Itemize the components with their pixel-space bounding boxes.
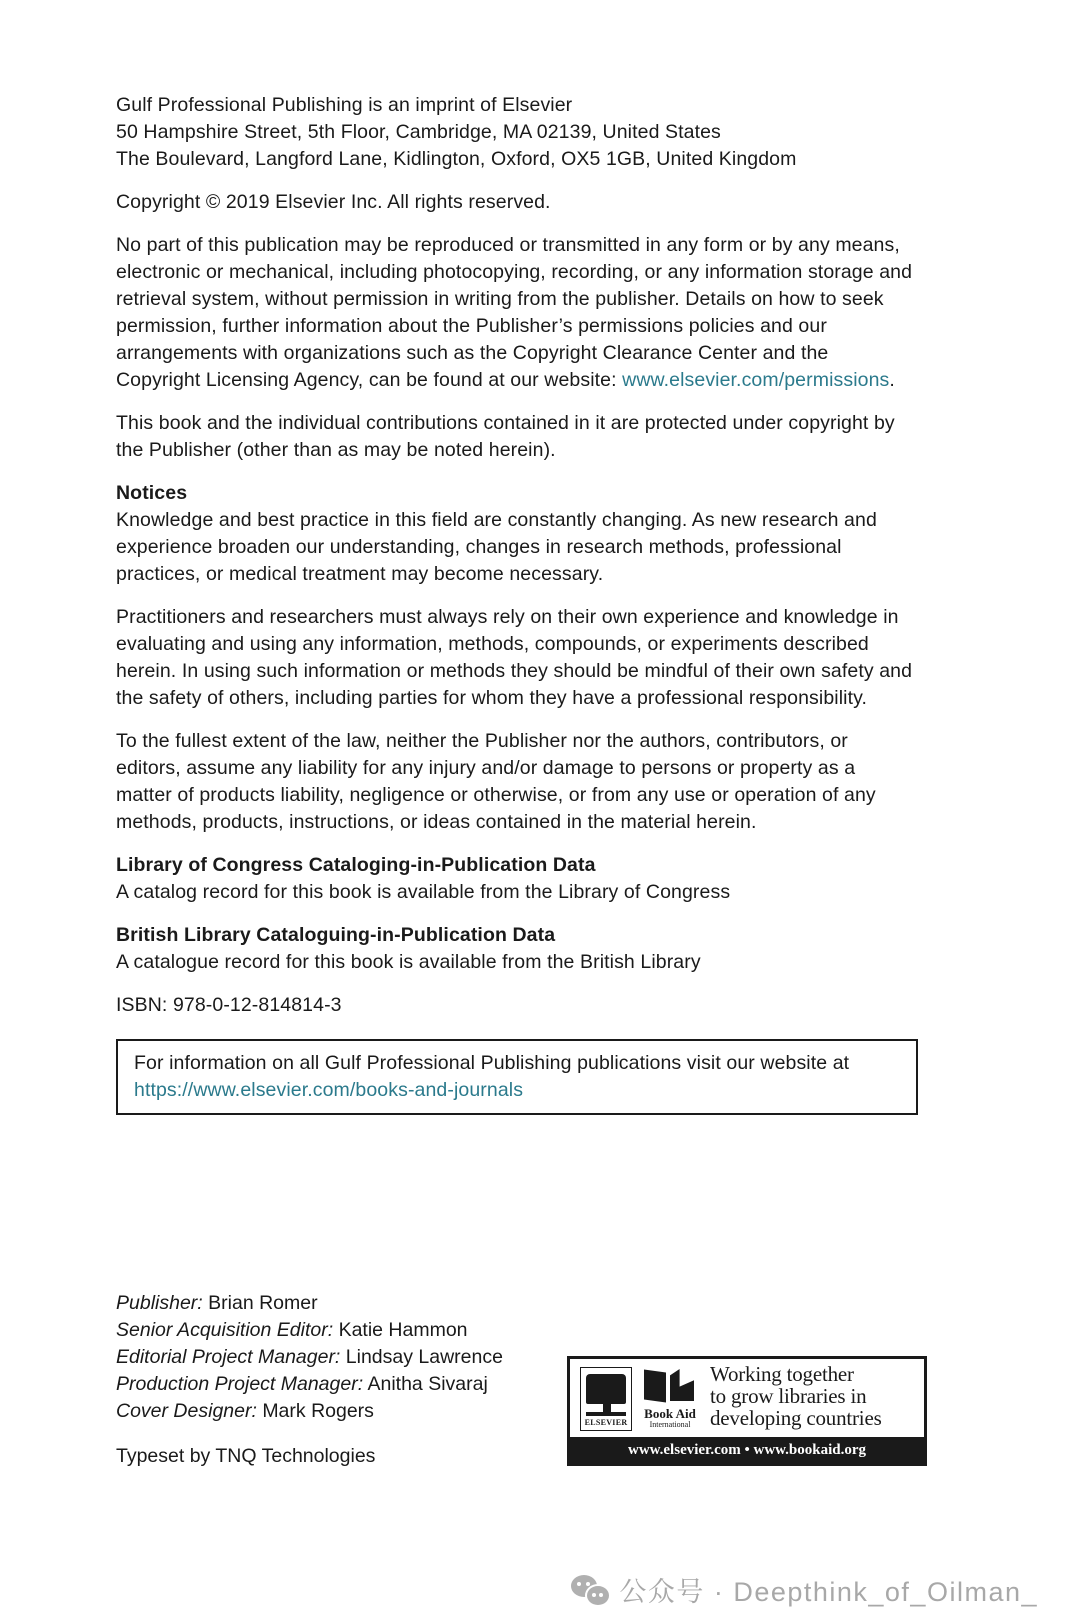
bl-text: A catalogue record for this book is available from the British Library bbox=[116, 951, 701, 973]
imprint-line: Gulf Professional Publishing is an imprint of Elsevier bbox=[116, 94, 573, 116]
watermark-label: 公众号 · Deepthink_of_Oilman_ bbox=[619, 1577, 1038, 1607]
loc-cataloging bbox=[116, 852, 916, 906]
credit-row: Production Project Manager: Anitha Sivaraj bbox=[116, 1373, 488, 1395]
loc-text: A catalog record for this book is available from the Library of Congress bbox=[116, 881, 731, 903]
elsevier-tree-logo-icon: ELSEVIER bbox=[580, 1367, 632, 1431]
isbn: ISBN: 978-0-12-814814-3 bbox=[116, 994, 342, 1016]
notices-heading: Notices bbox=[116, 482, 188, 504]
typeset-credit: Typeset by TNQ Technologies bbox=[116, 1445, 376, 1467]
credit-row: Senior Acquisition Editor: Katie Hammon bbox=[116, 1319, 468, 1341]
website-info-box bbox=[116, 1039, 918, 1115]
wechat-icon bbox=[571, 1575, 609, 1605]
production-credits bbox=[116, 1290, 503, 1425]
address-us: 50 Hampshire Street, 5th Floor, Cambridge, MA 02139, United States bbox=[116, 121, 721, 143]
credit-row: Cover Designer: Mark Rogers bbox=[116, 1400, 374, 1422]
credit-row: Publisher: Brian Romer bbox=[116, 1292, 318, 1314]
permissions-link[interactable]: www.elsevier.com/permissions bbox=[622, 369, 890, 391]
book-aid-logo-icon: Book Aid International bbox=[640, 1367, 700, 1431]
address-uk: The Boulevard, Langford Lane, Kidlington, Oxford, OX5 1GB, United Kingdom bbox=[116, 148, 797, 170]
bl-heading: British Library Cataloguing-in-Publication Data bbox=[116, 924, 556, 946]
badge-footer-urls: www.elsevier.com • www.bookaid.org bbox=[570, 1437, 924, 1463]
notices-paragraph: Knowledge and best practice in this field are constantly changing. As new research and experience broaden our understanding, changes in research methods, professional practices, or medical treatment may become necessary. bbox=[116, 509, 877, 585]
wechat-watermark bbox=[571, 1570, 1038, 1609]
copyright-page bbox=[116, 92, 916, 1115]
permissions-text: No part of this publication may be reproduced or transmitted in any form or by any means, electronic or mechanical, including photocopying, recording, or any information storage and retrieval system, without permission in writing from the publisher. Details on how to seek permission, further information about the Publisher’s permissions policies and our arrangements with organizations such as the Copyright Clearance Center and the Copyright Licensing Agency, can be found at our website: bbox=[116, 234, 913, 391]
loc-heading: Library of Congress Cataloging-in-Publication Data bbox=[116, 854, 596, 876]
protection-paragraph: This book and the individual contributions contained in it are protected under copyright by the Publisher (other than as may be noted herein). bbox=[116, 412, 895, 461]
notices-section bbox=[116, 480, 916, 588]
notices-paragraph: To the fullest extent of the law, neither the Publisher nor the authors, contributors, or editors, assume any liability for any injury and/or damage to persons or property as a matter of products liability, negligence or otherwise, or from any use or operation of any methods, products, instructions, or ideas contained in the material herein. bbox=[116, 730, 876, 833]
credit-row: Editorial Project Manager: Lindsay Lawrence bbox=[116, 1346, 503, 1368]
badge-slogan: Working together to grow libraries in developing countries bbox=[710, 1362, 882, 1430]
notices-paragraph: Practitioners and researchers must always rely on their own experience and knowledge in evaluating and using any information, methods, compounds, or experiments described herein. In using such information or methods they should be mindful of their own safety and the safety of others, including parties for whom they have a professional responsibility. bbox=[116, 606, 913, 709]
info-box-text: For information on all Gulf Professional Publishing publications visit our website at bbox=[134, 1052, 850, 1074]
permissions-paragraph: No part of this publication may be reproduced or transmitted in any form or by any means, electronic or mechanical, including photocopying, recording, or any information storage and retrieval system, without permission in writing from the publisher. Details on how to seek permission, further information about the Publisher’s permissions policies and our arrangements with organizations such as the Copyright Clearance Center and the Copyright Licensing Agency, can be found at our website: www.elsevier.com/permissions. bbox=[116, 234, 913, 391]
books-and-journals-link[interactable]: https://www.elsevier.com/books-and-journals bbox=[134, 1079, 524, 1101]
imprint-address bbox=[116, 92, 916, 173]
copyright-notice: Copyright © 2019 Elsevier Inc. All rights reserved. bbox=[116, 191, 551, 213]
book-aid-badge bbox=[567, 1356, 927, 1466]
bl-cataloging bbox=[116, 922, 916, 976]
